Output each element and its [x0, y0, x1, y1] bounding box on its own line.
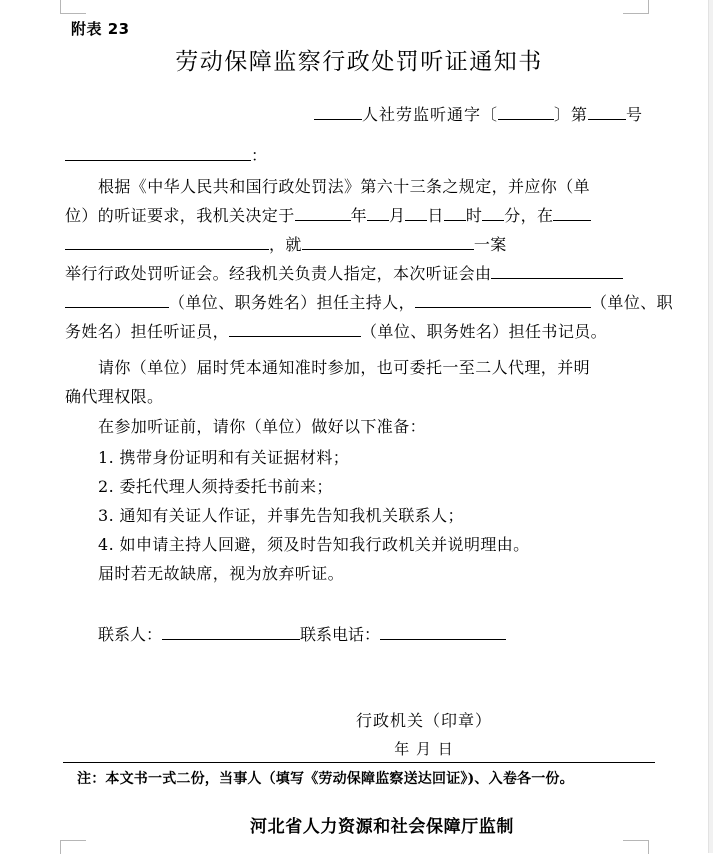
paragraph-1-line-2	[65, 203, 655, 226]
crop-mark-bottom-left	[60, 840, 86, 854]
issuer-label: 河北省人力资源和社会保障厅监制	[250, 817, 514, 837]
list-item: 2. 委托代理人须持委托书前来；	[98, 477, 333, 496]
p1-text-j: （单位、职务姓名）担任主持人，	[169, 293, 416, 312]
form-code-label: 附表 23	[71, 20, 130, 38]
list-item: 4. 如申请主持人回避，须及时告知我行政机关并说明理由。	[98, 535, 530, 554]
hearing-year-blank[interactable]	[295, 204, 351, 221]
footer-divider	[63, 762, 655, 763]
crop-mark-top-right	[623, 0, 649, 14]
paragraph-1-line-1: 根据《中华人民共和国行政处罚法》第六十三条之规定，并应你（单	[98, 177, 591, 196]
contact-person-blank[interactable]	[162, 623, 300, 640]
case-name-blank[interactable]	[302, 233, 474, 250]
document-number-serial-blank[interactable]	[588, 103, 626, 120]
absence-note: 届时若无故缺席，视为放弃听证。	[98, 564, 345, 583]
p1-text-a: 位）的听证要求，我机关决定于	[65, 206, 295, 225]
paragraph-1-line-3	[65, 232, 655, 255]
p1-text-l: 务姓名）担任听证员，	[65, 322, 230, 341]
document-number-text-b: 〕第	[553, 105, 588, 124]
contact-person-label: 联系人：	[98, 625, 163, 644]
hearing-hour-blank[interactable]	[444, 204, 466, 221]
page-title: 劳动保障监察行政处罚听证通知书	[175, 49, 543, 75]
paragraph-1-line-4	[65, 261, 655, 284]
p1-text-h: 一案	[473, 235, 507, 254]
paragraph-3: 在参加听证前，请你（单位）做好以下准备：	[98, 417, 427, 436]
p1-text-i: 举行行政处罚听证会。经我机关负责人指定，本次听证会由	[65, 264, 492, 283]
hearing-place-blank-1[interactable]	[553, 204, 591, 221]
p1-text-c: 月	[389, 206, 406, 225]
hearing-month-blank[interactable]	[367, 204, 389, 221]
p1-text-b: 年	[350, 206, 368, 225]
scrollbar-track[interactable]	[708, 0, 713, 853]
p1-text-m: （单位、职务姓名）担任书记员。	[361, 322, 608, 341]
crop-mark-top-left	[60, 0, 86, 14]
contact-phone-label: 联系电话：	[300, 625, 381, 644]
hearing-minute-blank[interactable]	[482, 204, 504, 221]
document-number-text-a: 人社劳监听通字〔	[361, 105, 498, 124]
p1-text-g: ，就	[269, 235, 302, 254]
addressee-line	[65, 143, 267, 166]
list-item: 1. 携带身份证明和有关证据材料；	[98, 448, 350, 467]
paragraph-1-line-6	[65, 319, 655, 342]
p1-text-d: 日	[427, 206, 444, 225]
signature-agency-label: 行政机关（印章）	[355, 711, 492, 730]
document-number-line	[63, 102, 655, 125]
paragraph-2-line-1: 请你（单位）届时凭本通知准时参加，也可委托一至二人代理，并明	[98, 358, 591, 377]
document-number-year-blank[interactable]	[498, 103, 554, 120]
clerk-blank[interactable]	[229, 320, 361, 337]
crop-mark-bottom-right	[623, 840, 649, 854]
hearing-officer-blank[interactable]	[415, 291, 591, 308]
addressee-blank[interactable]	[65, 144, 251, 161]
addressee-colon: ：	[251, 146, 268, 165]
list-item: 3. 通知有关证人作证，并事先告知我机关联系人；	[98, 506, 464, 525]
chair-blank-1[interactable]	[491, 262, 623, 279]
hearing-place-blank-2[interactable]	[65, 233, 269, 250]
document-number-text-c: 号	[625, 105, 643, 124]
contact-phone-blank[interactable]	[380, 623, 506, 640]
paragraph-2-line-2: 确代理权限。	[65, 387, 164, 406]
contact-line	[98, 622, 506, 645]
footnote-text: 注：本文书一式二份，当事人（填写《劳动保障监察送达回证》)、入卷各一份。	[77, 771, 574, 787]
hearing-day-blank[interactable]	[405, 204, 427, 221]
document-number-prefix-blank[interactable]	[314, 103, 362, 120]
chair-blank-2[interactable]	[65, 291, 169, 308]
paragraph-1-line-5	[65, 290, 674, 313]
p1-text-e: 时	[465, 206, 483, 225]
p1-text-f: 分，在	[504, 206, 554, 225]
signature-date-label: 年 月 日	[394, 740, 454, 758]
p1-text-k: （单位、职	[591, 293, 674, 312]
